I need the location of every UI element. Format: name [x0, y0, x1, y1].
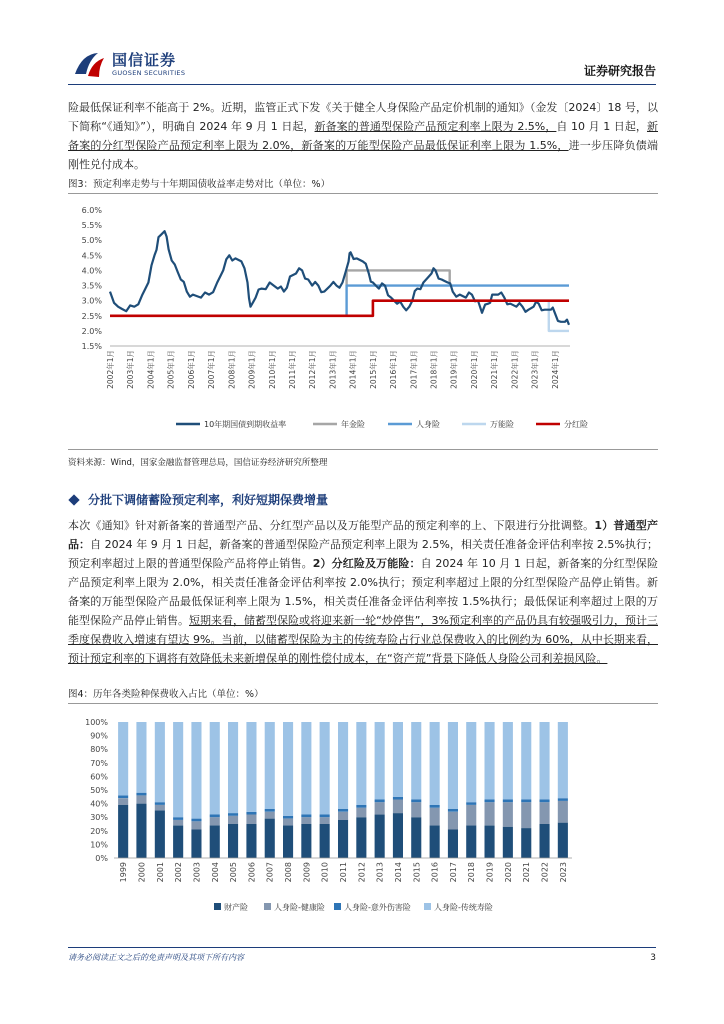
- para2-text-4: ，3%预定利率的产品仍具有较强吸引力，预计三季度保费收入增速有望达 9%。: [68, 614, 658, 646]
- bar-segment: [301, 817, 311, 824]
- x-tick-label: 2014: [393, 862, 403, 883]
- bar-segment: [375, 802, 385, 814]
- bar-segment: [430, 722, 440, 805]
- x-tick-label: 2007年1月: [207, 350, 217, 389]
- bar-segment: [136, 804, 146, 858]
- bar-segment: [191, 829, 201, 858]
- bar-segment: [356, 817, 366, 858]
- y-tick-label: 2.0%: [81, 326, 102, 336]
- x-tick-label: 2006年1月: [186, 350, 196, 389]
- bar-segment: [191, 819, 201, 822]
- y-tick-label: 2.5%: [81, 311, 102, 321]
- bar-segment: [283, 819, 293, 826]
- bar-segment: [301, 722, 311, 815]
- x-tick-label: 2017年1月: [409, 350, 419, 389]
- legend-label: 年金险: [341, 420, 365, 429]
- para2-bold-1: 1）普通型产品：: [68, 519, 659, 551]
- x-tick-label: 2004: [210, 862, 220, 883]
- y-tick-label: 30%: [90, 813, 108, 823]
- y-tick-label: 5.5%: [81, 221, 102, 231]
- bar-segment: [246, 812, 256, 815]
- bar-segment: [503, 827, 513, 858]
- para2-bold-2: 2）分红险及万能险：: [312, 557, 421, 570]
- y-tick-label: 0%: [95, 854, 108, 863]
- x-tick-label: 2021年1月: [490, 350, 500, 389]
- bar-segment: [118, 798, 128, 805]
- bar-segment: [265, 809, 275, 812]
- legend-label: 人身险-传统寿险: [434, 903, 493, 912]
- bar-segment: [375, 815, 385, 859]
- x-tick-label: 2016: [430, 862, 440, 883]
- header-divider: [68, 84, 656, 85]
- bar-segment: [503, 722, 513, 800]
- para2-text-1: 本次《通知》针对新备案的普通型产品、分红型产品以及万能型产品的预定利率的上、下限进行分批调整。: [68, 519, 595, 532]
- bar-segment: [540, 800, 550, 803]
- bar-segment: [173, 817, 183, 820]
- logo-mark-icon: [72, 50, 106, 80]
- figure3-title-divider: [68, 193, 658, 194]
- x-tick-label: 2010年1月: [267, 350, 277, 389]
- bar-segment: [246, 815, 256, 825]
- legend-label: 万能险: [490, 420, 514, 429]
- x-tick-label: 2015年1月: [368, 350, 378, 389]
- bar-segment: [485, 802, 495, 825]
- figure4-stacked-bar-chart: [68, 708, 658, 923]
- bar-segment: [228, 824, 238, 858]
- bar-segment: [448, 812, 458, 830]
- x-tick-label: 2000: [137, 862, 147, 883]
- y-tick-label: 10%: [90, 840, 108, 850]
- x-tick-label: 2018: [467, 862, 477, 883]
- bar-segment: [466, 825, 476, 858]
- bar-segment: [521, 802, 531, 828]
- bar-segment: [521, 722, 531, 800]
- figure3-title: 图3：预定利率走势与十年期国债收益率走势对比（单位：%）: [68, 179, 331, 190]
- legend-label: 人身险: [416, 420, 440, 429]
- bar-segment: [246, 722, 256, 812]
- series-line-3: [549, 301, 569, 331]
- bar-segment: [283, 825, 293, 858]
- para1-text-2: 自 10 月 1 日起，: [556, 120, 647, 133]
- x-tick-label: 2022: [540, 862, 550, 883]
- x-tick-label: 2013年1月: [328, 350, 338, 389]
- bar-segment: [558, 798, 568, 801]
- para1-text-3: 进一步压降负债端刚性兑付成本。: [68, 139, 658, 171]
- y-tick-label: 50%: [90, 786, 108, 795]
- x-tick-label: 2020: [503, 862, 513, 883]
- legend-label: 人身险-意外伤害险: [344, 903, 411, 912]
- figure3-line-chart: [68, 196, 658, 446]
- legend-swatch: [334, 903, 341, 910]
- bar-segment: [411, 802, 421, 817]
- bar-segment: [228, 816, 238, 824]
- x-tick-label: 2001: [155, 862, 165, 883]
- bar-segment: [375, 722, 385, 800]
- y-tick-label: 100%: [85, 718, 108, 727]
- para2-underline-1: 短期来看，储蓄型保险或将迎来新一轮“炒停售”: [189, 614, 421, 627]
- bar-segment: [265, 812, 275, 819]
- x-tick-label: 2002年1月: [106, 350, 115, 389]
- figure3-source: 资料来源：Wind，国家金融监督管理总局，国信证券经济研究所整理: [68, 458, 328, 468]
- bar-segment: [136, 795, 146, 803]
- series-line-0: [110, 231, 569, 325]
- bar-segment: [393, 722, 403, 797]
- x-tick-label: 2019: [485, 862, 495, 883]
- bar-segment: [210, 817, 220, 825]
- bar-segment: [356, 722, 366, 805]
- bar-segment: [338, 812, 348, 820]
- figure4-title-divider: [68, 703, 658, 704]
- bar-segment: [466, 722, 476, 802]
- bar-segment: [320, 815, 330, 818]
- x-tick-label: 1999: [119, 862, 129, 883]
- bar-segment: [393, 797, 403, 800]
- legend-label: 分红险: [564, 420, 588, 429]
- x-tick-label: 2003年1月: [126, 350, 136, 389]
- para1-underline-2: 新备案的分红型保险产品预定利率上限为 2.0%，新备案的万能型保险产品最低保证利率上限为 1.5%，: [68, 120, 658, 152]
- bar-segment: [210, 722, 220, 815]
- y-tick-label: 3.0%: [81, 296, 102, 306]
- footer-disclaimer: 请务必阅读正文之后的免责声明及其项下所有内容: [68, 953, 244, 962]
- para1-underline-1: 新备案的普通型保险产品预定利率上限为 2.5%，: [314, 120, 557, 133]
- bar-segment: [356, 808, 366, 818]
- bar-segment: [558, 801, 568, 823]
- page-number: 3: [650, 953, 656, 963]
- bar-segment: [430, 808, 440, 826]
- y-tick-label: 6.0%: [81, 206, 102, 215]
- bar-segment: [210, 815, 220, 818]
- bar-segment: [265, 722, 275, 809]
- bar-segment: [338, 820, 348, 858]
- bar-segment: [118, 805, 128, 858]
- bar-segment: [265, 819, 275, 858]
- bar-segment: [283, 816, 293, 819]
- bar-segment: [283, 722, 293, 816]
- bar-segment: [155, 805, 165, 810]
- bar-segment: [411, 800, 421, 803]
- bar-segment: [301, 824, 311, 858]
- bar-segment: [411, 817, 421, 858]
- legend-swatch: [214, 903, 221, 910]
- bar-segment: [485, 825, 495, 858]
- y-tick-label: 70%: [90, 758, 108, 768]
- bar-segment: [466, 805, 476, 825]
- bar-segment: [118, 722, 128, 795]
- y-tick-label: 4.0%: [81, 266, 102, 276]
- x-tick-label: 2011: [339, 862, 348, 883]
- y-tick-label: 40%: [90, 799, 108, 809]
- y-tick-label: 90%: [90, 731, 108, 741]
- x-tick-label: 2015: [412, 862, 422, 883]
- bar-segment: [540, 722, 550, 800]
- bar-segment: [173, 820, 183, 825]
- bar-segment: [136, 793, 146, 796]
- bar-segment: [485, 722, 495, 800]
- y-tick-label: 4.5%: [81, 251, 102, 261]
- report-type-label: 证券研究报告: [583, 64, 656, 78]
- bar-segment: [540, 802, 550, 824]
- x-tick-label: 2012: [357, 862, 367, 883]
- guosen-logo: [72, 50, 185, 80]
- diamond-bullet-icon: [68, 494, 79, 505]
- bar-segment: [448, 809, 458, 812]
- figure4-title: 图4：历年各类险种保费收入占比（单位：%）: [68, 689, 264, 700]
- bar-segment: [210, 825, 220, 858]
- x-tick-label: 2023年1月: [530, 350, 540, 389]
- bar-segment: [356, 805, 366, 808]
- bar-segment: [301, 815, 311, 818]
- bar-segment: [448, 829, 458, 858]
- legend-label: 10年期国债到期收益率: [204, 420, 287, 429]
- x-tick-label: 2013: [375, 862, 385, 883]
- bar-segment: [558, 722, 568, 798]
- para2-text-2: 自 2024 年 9 月 1 日起，新备案的普通型保险产品预定利率上限为 2.5%，相关责任准备金评估利率按 2.5%执行；预定利率超过上限的普通型保险产品将停止销售。: [68, 538, 659, 570]
- bar-segment: [191, 722, 201, 819]
- x-tick-label: 2021: [522, 862, 532, 883]
- x-tick-label: 2008: [284, 862, 294, 883]
- legend-swatch: [264, 903, 271, 910]
- bar-segment: [173, 825, 183, 858]
- legend-label: 人身险-健康险: [274, 903, 325, 912]
- x-tick-label: 2018年1月: [429, 350, 439, 389]
- bar-segment: [558, 823, 568, 858]
- bar-segment: [430, 825, 440, 858]
- bar-segment: [155, 722, 165, 802]
- para1-text-1: 险最低保证利率不能高于 2%。近期，监管正式下发《关于健全人身保险产品定价机制的通知》（金发〔2024〕18 号，以下简称“《通知》”），明确自 2024 年 9 月 1 日起，: [68, 101, 658, 133]
- y-tick-label: 20%: [90, 826, 108, 836]
- bar-segment: [521, 800, 531, 803]
- x-tick-label: 2005年1月: [166, 350, 176, 389]
- y-tick-label: 1.5%: [81, 342, 102, 351]
- y-tick-label: 5.0%: [81, 236, 102, 246]
- x-tick-label: 2009: [302, 862, 312, 883]
- bar-segment: [136, 722, 146, 793]
- figure3-source-divider: [68, 449, 658, 450]
- x-tick-label: 2011年1月: [287, 350, 297, 389]
- bar-segment: [320, 817, 330, 824]
- series-line-4: [110, 301, 569, 316]
- bar-segment: [393, 813, 403, 858]
- legend-swatch: [424, 903, 431, 910]
- y-tick-label: 80%: [90, 745, 108, 755]
- bar-segment: [540, 824, 550, 858]
- logo-name-cn: 国信证券: [112, 51, 177, 69]
- para2-text-3: 自 2024 年 10 月 1 日起，新备案的分红型保险产品预定利率上限为 2.0%，相关责任准备金评估利率按 2.0%执行；预定利率超过上限的分红型保险产品停止销售。新备案的万能型保险产品最低保证利率上限为 1.5%，相关责任准备金评估利率按 1.5%执行；最低保证利率超过上限的万能型保险产品停止销售。: [68, 557, 659, 627]
- x-tick-label: 2020年1月: [469, 350, 479, 389]
- x-tick-label: 2022年1月: [510, 350, 520, 389]
- x-tick-label: 2016年1月: [389, 350, 399, 389]
- x-tick-label: 2009年1月: [247, 350, 257, 389]
- x-tick-label: 2024年1月: [550, 350, 560, 389]
- bar-segment: [228, 813, 238, 816]
- y-tick-label: 60%: [90, 772, 108, 782]
- x-tick-label: 2014年1月: [348, 350, 358, 389]
- bar-segment: [466, 802, 476, 805]
- x-tick-label: 2012年1月: [308, 350, 318, 389]
- bar-segment: [191, 821, 201, 829]
- x-tick-label: 2017: [448, 862, 458, 883]
- x-tick-label: 2005: [229, 862, 239, 883]
- bar-segment: [411, 722, 421, 800]
- y-tick-label: 3.5%: [81, 281, 102, 291]
- x-tick-label: 2007: [265, 862, 275, 883]
- bar-segment: [320, 722, 330, 815]
- bar-segment: [118, 795, 128, 798]
- series-line-1: [347, 270, 450, 285]
- bar-segment: [521, 828, 531, 858]
- page-header: [0, 0, 724, 96]
- body-paragraph: [68, 516, 658, 668]
- footer-divider: [68, 947, 656, 948]
- x-tick-label: 2003: [192, 862, 202, 883]
- x-tick-label: 2010: [320, 862, 330, 883]
- intro-paragraph: [68, 98, 658, 174]
- bar-segment: [448, 722, 458, 809]
- x-tick-label: 2004年1月: [146, 350, 156, 389]
- legend-label: 财产险: [224, 903, 248, 912]
- bar-segment: [485, 800, 495, 803]
- section-heading: [68, 491, 328, 508]
- bar-segment: [503, 802, 513, 827]
- x-tick-label: 2002: [174, 862, 184, 883]
- x-tick-label: 2008年1月: [227, 350, 237, 389]
- x-tick-label: 2023: [558, 862, 568, 883]
- bar-segment: [393, 800, 403, 814]
- bar-segment: [430, 805, 440, 808]
- para2-underline-2: 当前，以储蓄型保险为主的传统寿险占行业总保费收入的比例约为 60%，从中长期来看，预计预定利率的下调将有效降低未来新增保单的刚性偿付成本，在“资产荒”背景下降低人身险公司利差损风险。: [68, 633, 658, 665]
- logo-name-en: GUOSEN SECURITIES: [112, 69, 186, 77]
- x-tick-label: 2006: [247, 862, 257, 883]
- bar-segment: [503, 800, 513, 803]
- bar-segment: [246, 824, 256, 858]
- section-heading-text: 分批下调储蓄险预定利率，利好短期保费增量: [88, 493, 329, 507]
- bar-segment: [338, 722, 348, 809]
- bar-segment: [338, 809, 348, 812]
- bar-segment: [320, 824, 330, 858]
- bar-segment: [155, 810, 165, 858]
- bar-segment: [228, 722, 238, 813]
- bar-segment: [375, 800, 385, 803]
- x-tick-label: 2019年1月: [449, 350, 459, 389]
- bar-segment: [155, 802, 165, 805]
- bar-segment: [173, 722, 183, 817]
